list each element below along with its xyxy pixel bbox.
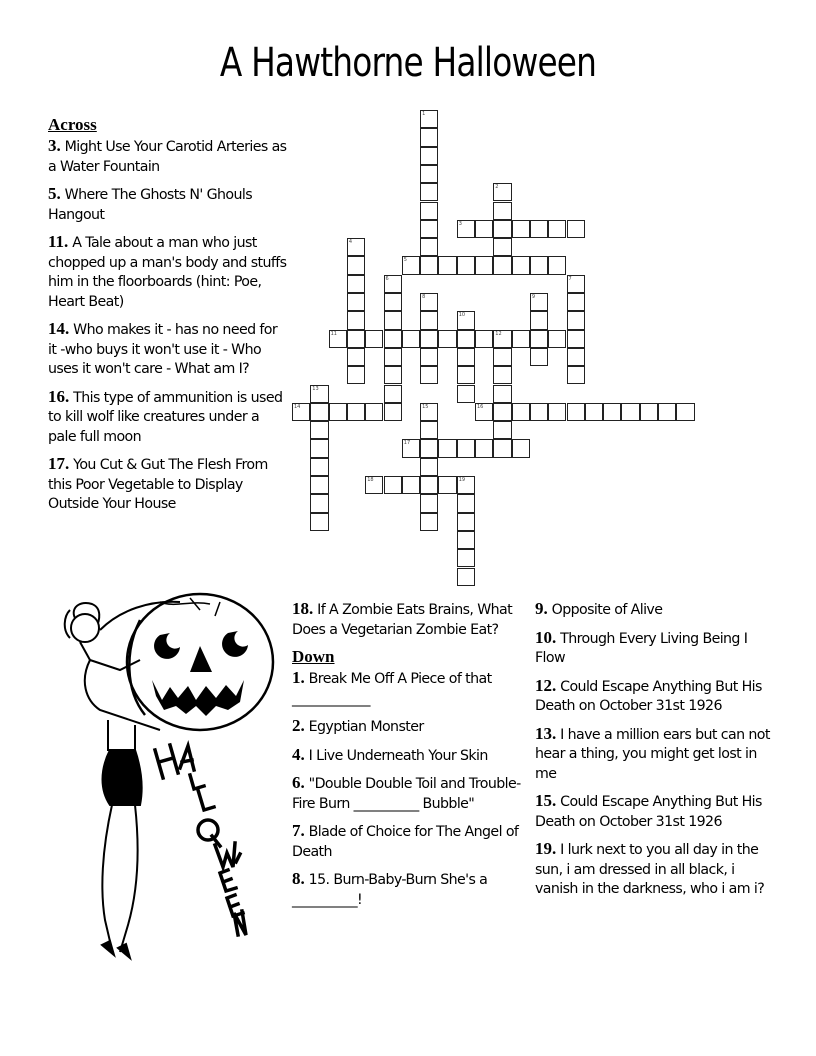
cell-number: 6 bbox=[385, 275, 389, 282]
cell-number: 10 bbox=[458, 312, 466, 319]
grid-cell[interactable] bbox=[420, 110, 438, 128]
grid-cell[interactable] bbox=[402, 330, 420, 348]
clue-number: 7. bbox=[292, 821, 305, 840]
clue-number: 16. bbox=[48, 386, 70, 406]
grid-cell[interactable] bbox=[384, 403, 402, 421]
grid-cell[interactable] bbox=[420, 311, 438, 329]
grid-cell[interactable] bbox=[457, 330, 475, 348]
clue-number: 4. bbox=[292, 744, 305, 764]
clue-text: Opposite of Alive bbox=[547, 602, 663, 618]
grid-cell[interactable] bbox=[292, 403, 310, 421]
grid-cell[interactable] bbox=[493, 366, 511, 384]
cell-number: 4 bbox=[348, 239, 353, 246]
grid-cell[interactable] bbox=[530, 311, 548, 329]
grid-cell[interactable] bbox=[402, 439, 420, 457]
clue-down-12 bbox=[535, 676, 775, 717]
clues-middle-column bbox=[292, 599, 530, 917]
grid-cell[interactable] bbox=[493, 439, 511, 457]
clue-down-4 bbox=[292, 745, 530, 767]
grid-cell[interactable] bbox=[567, 403, 585, 421]
grid-cell[interactable] bbox=[347, 275, 365, 293]
clue-across-17 bbox=[48, 454, 288, 515]
grid-cell[interactable] bbox=[347, 256, 365, 274]
cell-number: 11 bbox=[330, 330, 337, 337]
across-clues bbox=[48, 115, 288, 522]
clue-down-1 bbox=[292, 668, 530, 709]
grid-cell[interactable] bbox=[530, 220, 548, 238]
cell-number: 8 bbox=[422, 294, 426, 300]
grid-cell[interactable] bbox=[347, 366, 365, 384]
grid-cell[interactable] bbox=[347, 403, 365, 421]
grid-cell[interactable] bbox=[420, 256, 438, 274]
grid-cell[interactable] bbox=[402, 476, 420, 494]
grid-cell[interactable] bbox=[493, 385, 511, 403]
clue-number: 11. bbox=[48, 232, 69, 251]
grid-cell[interactable] bbox=[512, 330, 530, 348]
grid-cell[interactable] bbox=[548, 403, 566, 421]
grid-cell[interactable] bbox=[512, 439, 530, 457]
grid-cell[interactable] bbox=[420, 330, 438, 348]
grid-cell[interactable] bbox=[548, 220, 566, 238]
grid-cell[interactable] bbox=[512, 220, 530, 238]
clue-down-7 bbox=[292, 821, 530, 862]
grid-cell[interactable] bbox=[347, 311, 365, 329]
grid-cell[interactable] bbox=[420, 293, 438, 311]
grid-cell[interactable] bbox=[530, 403, 548, 421]
grid-cell[interactable] bbox=[420, 476, 438, 494]
clue-number: 1. bbox=[292, 668, 305, 687]
grid-cell[interactable] bbox=[567, 220, 585, 238]
clue-text: I Live Underneath Your Skin bbox=[304, 747, 488, 764]
grid-cell[interactable] bbox=[530, 348, 548, 366]
grid-cell[interactable] bbox=[603, 403, 621, 421]
grid-cell[interactable] bbox=[493, 403, 511, 421]
cell-number: 12 bbox=[495, 330, 502, 337]
grid-cell[interactable] bbox=[365, 330, 383, 348]
across-clue-list bbox=[48, 136, 288, 515]
grid-cell[interactable] bbox=[457, 385, 475, 403]
clue-number: 5. bbox=[48, 184, 61, 203]
clue-text: 15. Burn-Baby-Burn She's a __________! bbox=[292, 872, 488, 908]
grid-cell[interactable] bbox=[420, 439, 438, 457]
cell-number: 2 bbox=[495, 184, 499, 191]
clue-down-2 bbox=[292, 716, 530, 738]
grid-cell[interactable] bbox=[475, 403, 493, 421]
cell-number: 3 bbox=[458, 220, 462, 227]
grid-cell[interactable] bbox=[420, 220, 438, 238]
grid-cell[interactable] bbox=[457, 220, 475, 238]
cell-number: 15 bbox=[422, 403, 429, 410]
grid-cell[interactable] bbox=[567, 293, 585, 311]
grid-cell[interactable] bbox=[567, 330, 585, 348]
clue-number: 9. bbox=[535, 599, 548, 618]
grid-cell[interactable] bbox=[457, 348, 475, 366]
grid-cell[interactable] bbox=[475, 256, 493, 274]
clue-across-16 bbox=[48, 387, 288, 448]
clue-across-11 bbox=[48, 232, 288, 312]
grid-cell[interactable] bbox=[420, 421, 438, 439]
grid-cell[interactable] bbox=[457, 311, 475, 329]
cell-number: 19 bbox=[458, 477, 466, 483]
clue-down-15 bbox=[535, 791, 775, 832]
grid-cell[interactable] bbox=[384, 330, 402, 348]
grid-cell[interactable] bbox=[585, 403, 603, 421]
cell-number: 16 bbox=[477, 403, 484, 410]
grid-cell[interactable] bbox=[457, 531, 475, 549]
cell-number: 14 bbox=[294, 403, 301, 410]
halloween-pinup-illustration bbox=[40, 590, 290, 970]
clue-number: 14. bbox=[48, 319, 70, 338]
grid-cell[interactable] bbox=[457, 476, 475, 494]
down-heading: Down bbox=[292, 647, 335, 666]
grid-cell[interactable] bbox=[420, 238, 438, 256]
grid-cell[interactable] bbox=[457, 439, 475, 457]
clue-text: "Double Double Toil and Trouble-Fire Burn __________ Bubble" bbox=[292, 776, 521, 812]
grid-cell[interactable] bbox=[365, 403, 383, 421]
grid-cell[interactable] bbox=[512, 403, 530, 421]
clue-text: A Tale about a man who just chopped up a man's body and stuffs him in the floorboards (hint: Poe, Heart Beat) bbox=[48, 235, 287, 310]
grid-cell[interactable] bbox=[384, 311, 402, 329]
cell-number: 9 bbox=[531, 294, 536, 300]
clues-right-column bbox=[535, 599, 775, 907]
grid-cell[interactable] bbox=[310, 458, 328, 476]
clue-text: You Cut & Gut The Flesh From this Poor Vegetable to Display Outside Your House bbox=[48, 457, 268, 512]
grid-cell[interactable] bbox=[493, 220, 511, 238]
grid-cell[interactable] bbox=[493, 421, 511, 439]
clue-number: 3. bbox=[48, 136, 61, 155]
clue-down-13 bbox=[535, 724, 775, 785]
grid-cell[interactable] bbox=[420, 366, 438, 384]
grid-cell[interactable] bbox=[493, 202, 511, 220]
cell-number: 5 bbox=[403, 257, 407, 264]
grid-cell[interactable] bbox=[530, 330, 548, 348]
clue-text: Could Escape Anything But His Death on October 31st 1926 bbox=[535, 794, 762, 830]
grid-cell[interactable] bbox=[420, 348, 438, 366]
grid-cell[interactable] bbox=[493, 256, 511, 274]
grid-cell[interactable] bbox=[438, 439, 456, 457]
grid-cell[interactable] bbox=[310, 513, 328, 531]
clue-text: I have a million ears but can not hear a thing, you might get lost in me bbox=[535, 726, 770, 782]
clue-across-14 bbox=[48, 319, 288, 380]
clue-across-18 bbox=[292, 599, 530, 640]
grid-cell[interactable] bbox=[420, 202, 438, 220]
grid-cell[interactable] bbox=[310, 385, 328, 403]
grid-cell[interactable] bbox=[530, 293, 548, 311]
clue-number: 2. bbox=[292, 716, 305, 735]
grid-cell[interactable] bbox=[493, 348, 511, 366]
grid-cell[interactable] bbox=[310, 476, 328, 494]
grid-cell[interactable] bbox=[676, 403, 694, 421]
grid-cell[interactable] bbox=[475, 220, 493, 238]
clue-number: 12. bbox=[535, 675, 557, 695]
grid-cell[interactable] bbox=[420, 183, 438, 201]
cell-number: 1 bbox=[422, 111, 426, 117]
grid-cell[interactable] bbox=[457, 549, 475, 567]
page-title: A Hawthorne Halloween bbox=[219, 40, 597, 86]
clue-down-6 bbox=[292, 773, 530, 814]
grid-cell[interactable] bbox=[420, 494, 438, 512]
clue-text: Egyptian Monster bbox=[304, 719, 424, 735]
clue-number: 18. bbox=[292, 599, 314, 618]
clue-text: This type of ammunition is used to kill wolf like creatures under a pale full moon bbox=[48, 389, 283, 445]
grid-cell[interactable] bbox=[512, 256, 530, 274]
grid-cell[interactable] bbox=[420, 165, 438, 183]
grid-cell[interactable] bbox=[457, 494, 475, 512]
clue-text: Where The Ghosts N' Ghouls Hangout bbox=[48, 187, 253, 223]
grid-cell[interactable] bbox=[347, 348, 365, 366]
across-clue-list-continued bbox=[292, 599, 530, 640]
grid-cell[interactable] bbox=[384, 476, 402, 494]
grid-cell[interactable] bbox=[438, 330, 456, 348]
clue-text: Could Escape Anything But His Death on October 31st 1926 bbox=[535, 678, 762, 714]
clue-down-10 bbox=[535, 628, 775, 669]
clue-text: Through Every Living Being I Flow bbox=[535, 630, 748, 666]
grid-cell[interactable] bbox=[420, 147, 438, 165]
clue-text: I lurk next to you all day in the sun, i am dressed in all black, i vanish in the darkness, who i am i? bbox=[535, 842, 765, 897]
grid-cell[interactable] bbox=[457, 568, 475, 586]
grid-cell[interactable] bbox=[310, 421, 328, 439]
clue-number: 17. bbox=[48, 454, 70, 473]
cell-number: 17 bbox=[403, 440, 411, 447]
clue-number: 13. bbox=[535, 723, 557, 743]
clue-text: Might Use Your Carotid Arteries as a Water Fountain bbox=[48, 139, 287, 175]
halloween-lettering bbox=[155, 745, 246, 935]
grid-cell[interactable] bbox=[384, 348, 402, 366]
grid-cell[interactable] bbox=[567, 366, 585, 384]
grid-cell[interactable] bbox=[384, 275, 402, 293]
grid-cell[interactable] bbox=[457, 256, 475, 274]
grid-cell[interactable] bbox=[475, 330, 493, 348]
grid-cell[interactable] bbox=[548, 330, 566, 348]
cell-number: 7 bbox=[568, 275, 572, 282]
grid-cell[interactable] bbox=[384, 366, 402, 384]
grid-cell[interactable] bbox=[621, 403, 639, 421]
clue-text: If A Zombie Eats Brains, What Does a Vegetarian Zombie Eat? bbox=[292, 602, 513, 638]
grid-cell[interactable] bbox=[658, 403, 676, 421]
grid-cell[interactable] bbox=[493, 330, 511, 348]
grid-cell[interactable] bbox=[493, 238, 511, 256]
grid-cell[interactable] bbox=[420, 458, 438, 476]
clue-number: 6. bbox=[292, 773, 305, 792]
clue-number: 8. bbox=[292, 869, 305, 888]
grid-cell[interactable] bbox=[457, 513, 475, 531]
grid-cell[interactable] bbox=[530, 256, 548, 274]
down-clue-list bbox=[292, 668, 530, 910]
grid-cell[interactable] bbox=[567, 311, 585, 329]
grid-cell[interactable] bbox=[420, 513, 438, 531]
grid-cell[interactable] bbox=[347, 293, 365, 311]
clue-number: 15. bbox=[535, 791, 557, 810]
grid-cell[interactable] bbox=[402, 256, 420, 274]
grid-cell[interactable] bbox=[420, 128, 438, 146]
grid-cell[interactable] bbox=[548, 256, 566, 274]
clue-across-5 bbox=[48, 184, 288, 225]
grid-cell[interactable] bbox=[384, 385, 402, 403]
grid-cell[interactable] bbox=[567, 348, 585, 366]
cell-number: 13 bbox=[312, 385, 319, 392]
cell-number: 18 bbox=[367, 477, 374, 483]
grid-cell[interactable] bbox=[457, 366, 475, 384]
grid-cell[interactable] bbox=[384, 293, 402, 311]
down-clue-list-continued bbox=[535, 599, 775, 900]
grid-cell[interactable] bbox=[420, 403, 438, 421]
grid-cell[interactable] bbox=[438, 476, 456, 494]
grid-cell[interactable] bbox=[329, 330, 347, 348]
grid-cell[interactable] bbox=[347, 238, 365, 256]
clue-number: 10. bbox=[535, 627, 557, 647]
clue-text: Blade of Choice for The Angel of Death bbox=[292, 824, 519, 860]
grid-cell[interactable] bbox=[310, 439, 328, 457]
clue-text: Who makes it - has no need for it -who buys it won't use it - Who uses it won't care - What am I? bbox=[48, 322, 278, 377]
across-heading: Across bbox=[48, 115, 97, 134]
grid-cell[interactable] bbox=[347, 330, 365, 348]
grid-cell[interactable] bbox=[310, 403, 328, 421]
grid-cell[interactable] bbox=[329, 403, 347, 421]
clue-down-9 bbox=[535, 599, 775, 621]
grid-cell[interactable] bbox=[640, 403, 658, 421]
clue-down-8 bbox=[292, 869, 530, 910]
clue-number: 19. bbox=[535, 839, 557, 858]
clue-text: Break Me Off A Piece of that ____________ bbox=[292, 671, 492, 707]
grid-cell[interactable] bbox=[365, 476, 383, 494]
clue-across-3 bbox=[48, 136, 288, 177]
grid-cell[interactable] bbox=[438, 256, 456, 274]
grid-cell[interactable] bbox=[475, 439, 493, 457]
grid-cell[interactable] bbox=[310, 494, 328, 512]
clue-down-19 bbox=[535, 839, 775, 900]
grid-cell[interactable] bbox=[493, 183, 511, 201]
grid-cell[interactable] bbox=[567, 275, 585, 293]
